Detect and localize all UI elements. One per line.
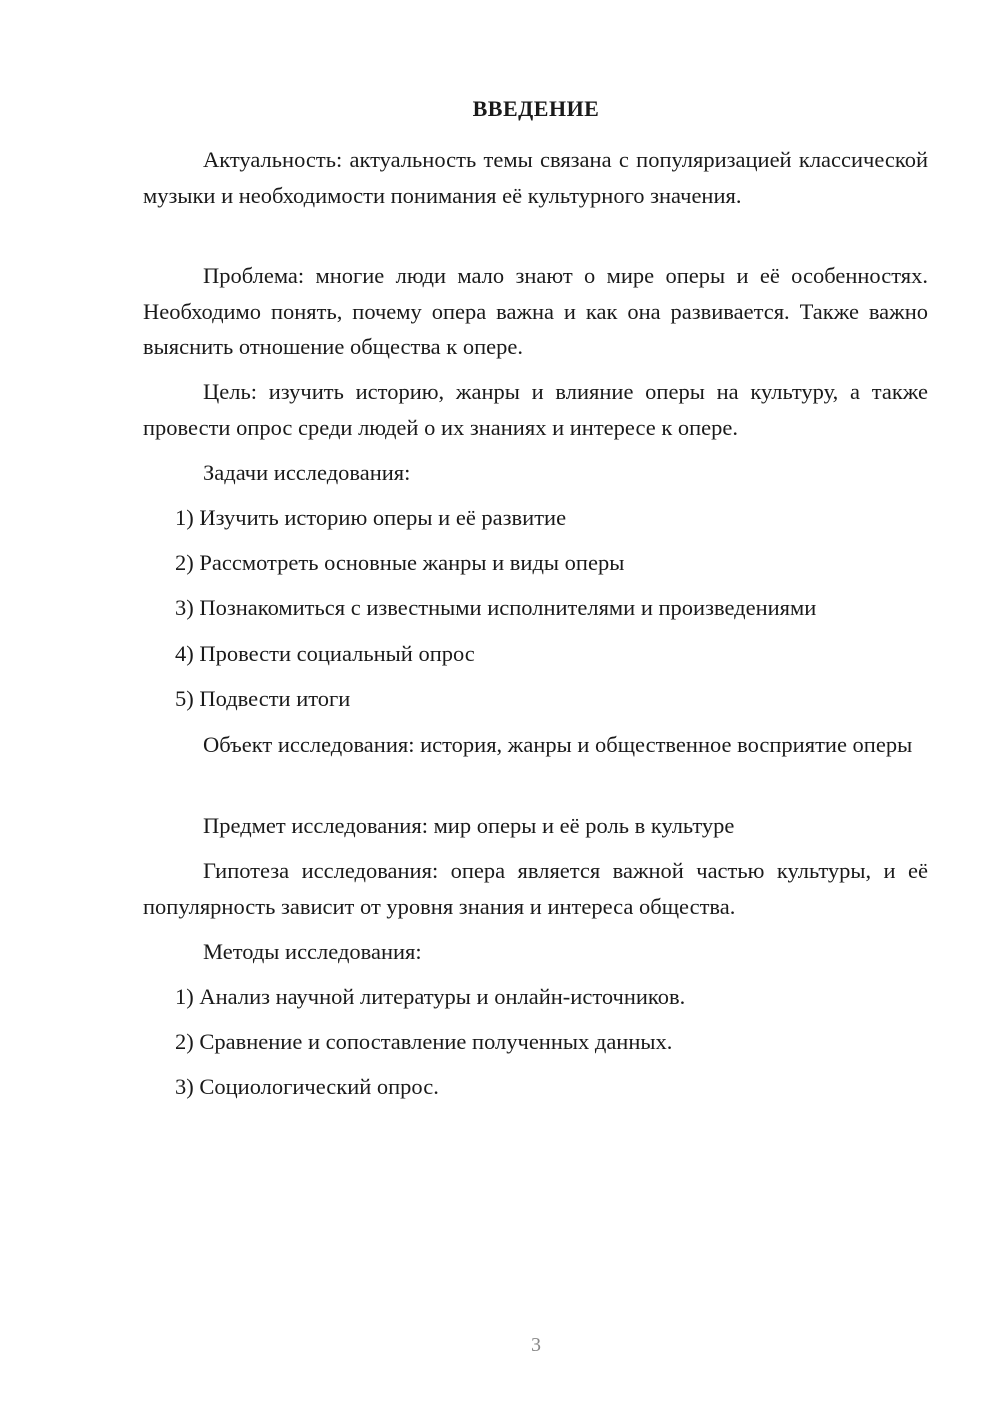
page-number: 3 <box>531 1334 541 1356</box>
object-paragraph: Объект исследования: история, жанры и общественное восприятие оперы <box>203 732 913 757</box>
task-item-5: 5) Подвести итоги <box>175 686 351 711</box>
goal-paragraph: Цель: изучить историю, жанры и влияние оперы на культуру, а также провести опрос среди людей о их знаниях и интересе к опере. <box>143 379 928 440</box>
section-title: ВВЕДЕНИЕ <box>472 96 600 121</box>
relevance-paragraph: Актуальность: актуальность темы связана с популяризацией классической музыки и необходимости понимания её культурного значения. <box>143 147 928 208</box>
task-item-1: 1) Изучить историю оперы и её развитие <box>175 505 567 530</box>
method-item-3: 3) Социологический опрос. <box>175 1074 439 1099</box>
problem-paragraph: Проблема: многие люди мало знают о мире оперы и её особенностях. Необходимо понять, почему опера важна и как она развивается. Также важно выяснить отношение общества к опере. <box>143 263 928 359</box>
task-item-2: 2) Рассмотреть основные жанры и виды оперы <box>175 550 625 575</box>
subject-paragraph: Предмет исследования: мир оперы и её роль в культуре <box>203 813 735 838</box>
method-item-2: 2) Сравнение и сопоставление полученных данных. <box>175 1029 673 1054</box>
tasks-heading: Задачи исследования: <box>203 460 411 485</box>
task-item-4: 4) Провести социальный опрос <box>175 641 475 666</box>
method-item-1: 1) Анализ научной литературы и онлайн-источников. <box>175 984 686 1009</box>
methods-heading: Методы исследования: <box>203 939 422 964</box>
task-item-3: 3) Познакомиться с известными исполнителями и произведениями <box>175 595 817 620</box>
hypothesis-paragraph: Гипотеза исследования: опера является важной частью культуры, и её популярность зависит от уровня знания и интереса общества. <box>143 858 928 919</box>
